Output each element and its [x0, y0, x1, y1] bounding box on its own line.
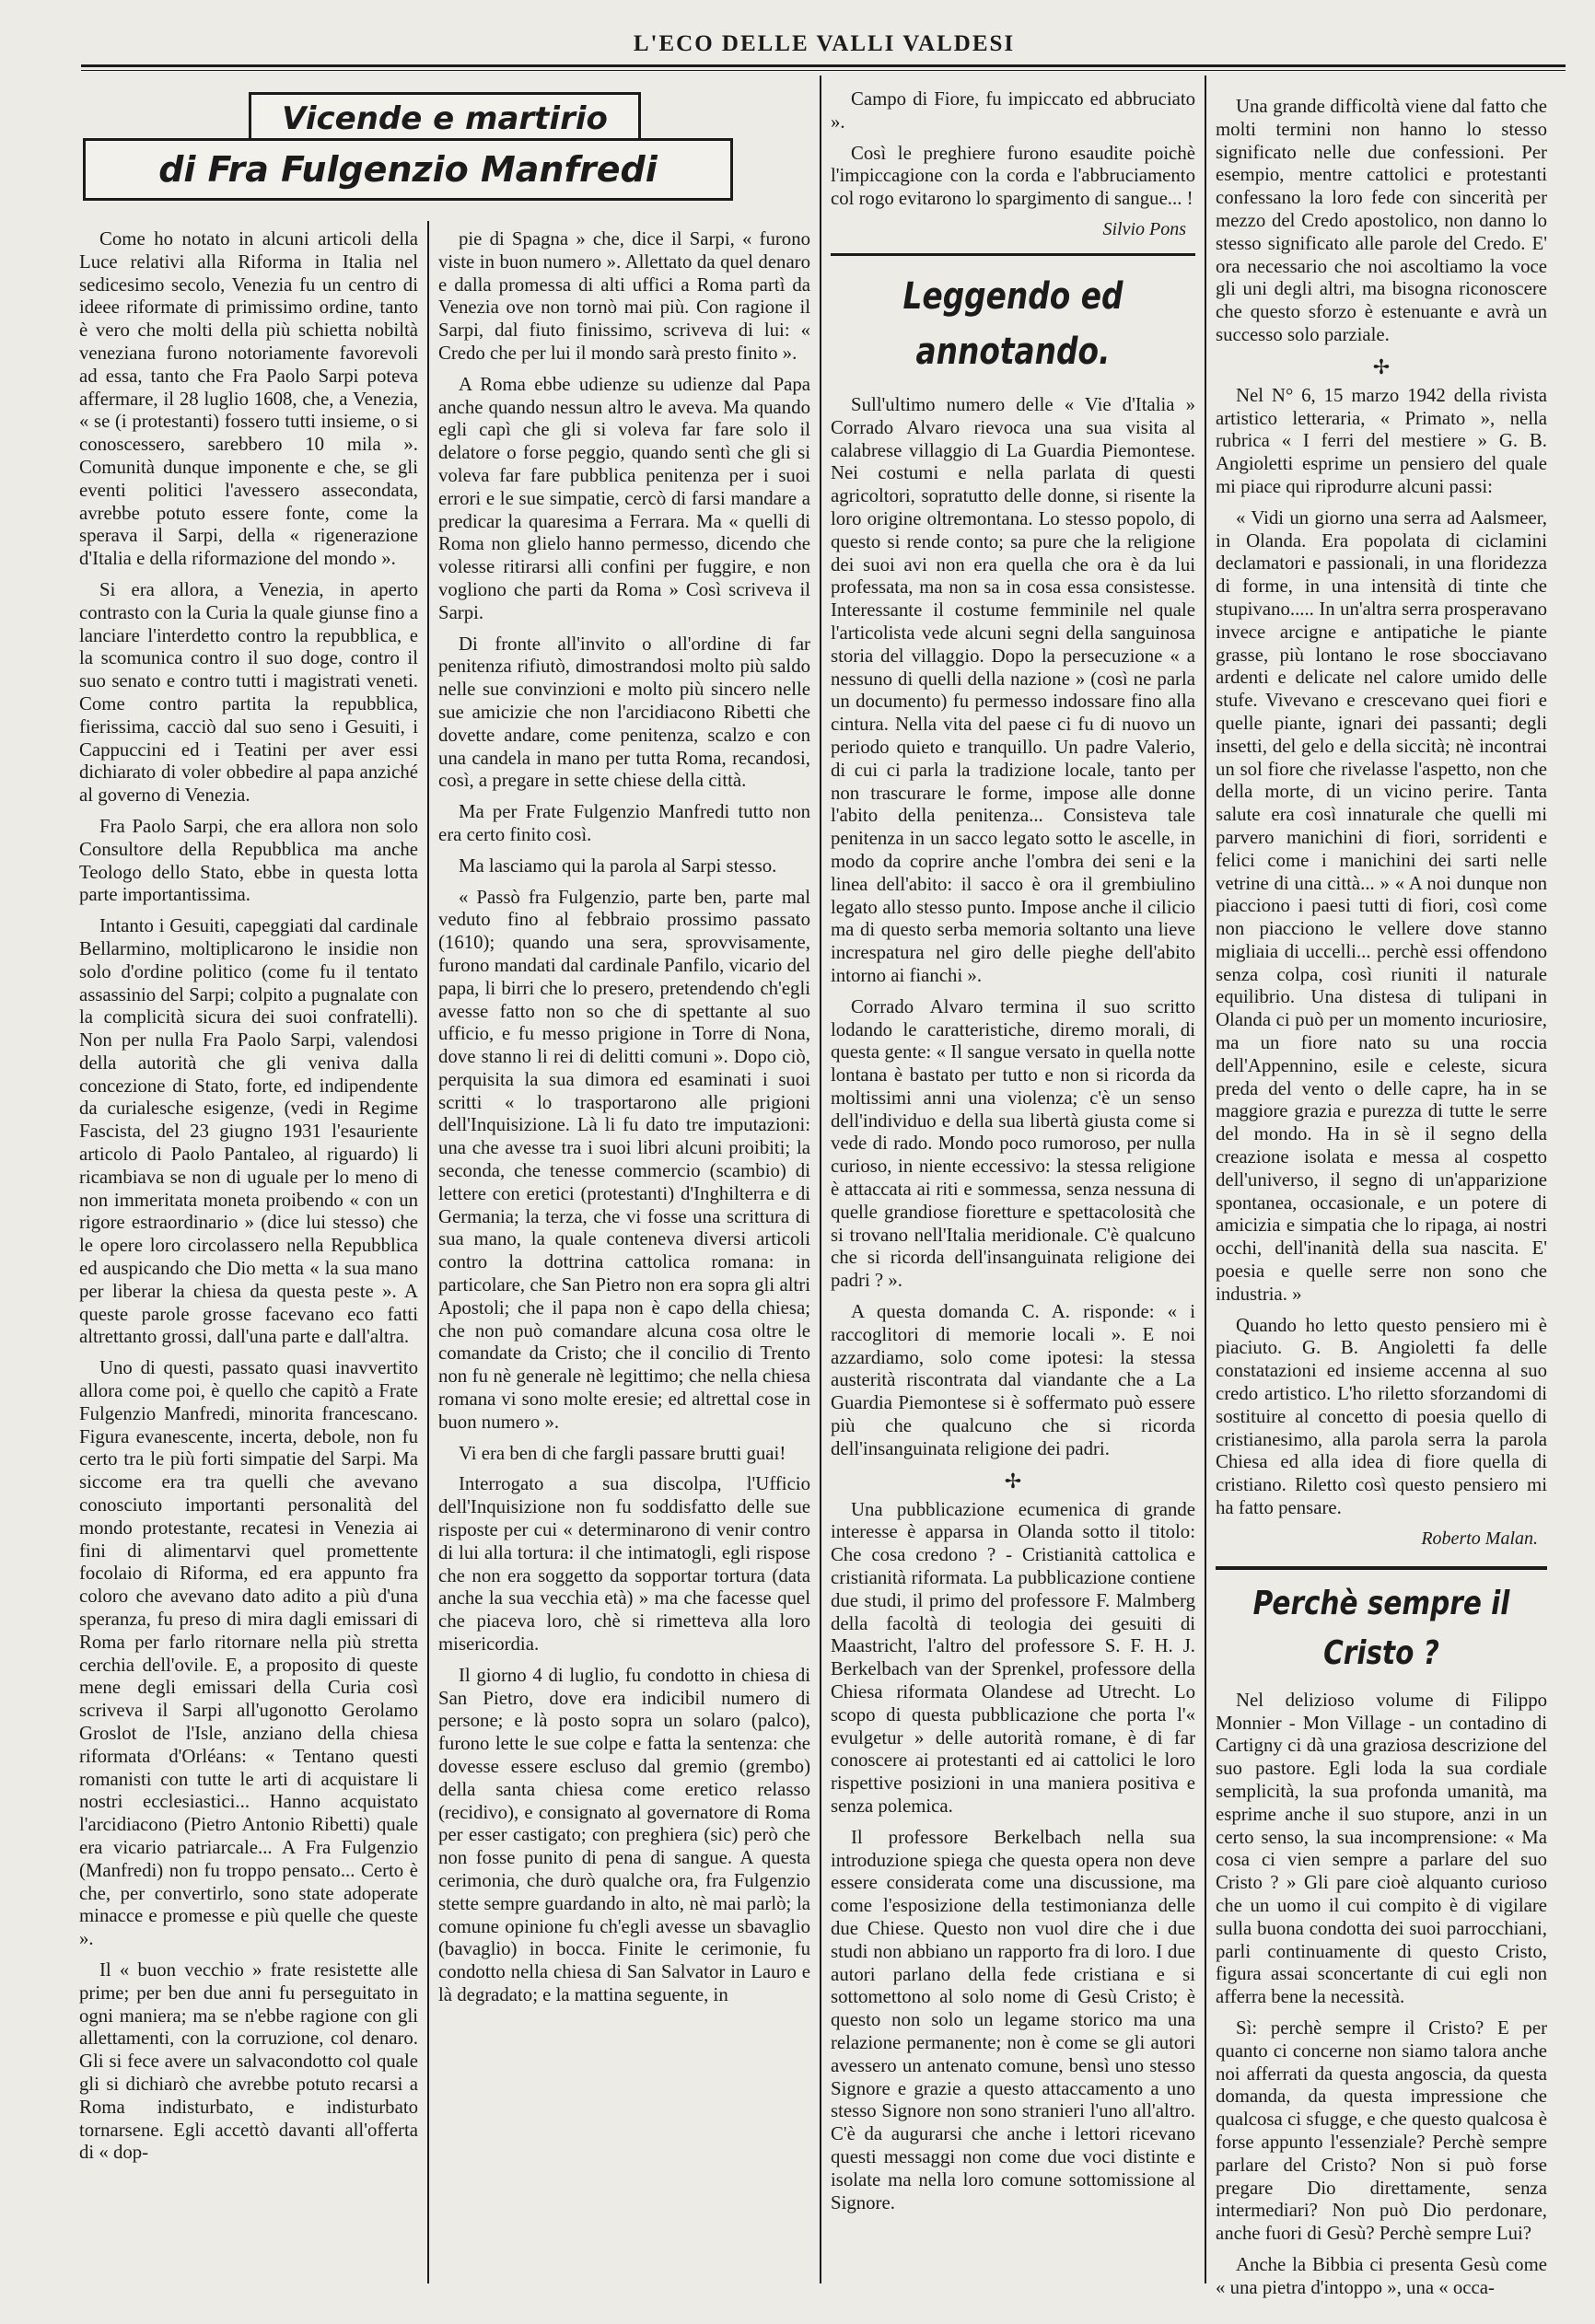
paragraph: Così le preghiere furono esaudite poichè l'impiccagione con la corda e l'abbruciamento col rogo evitarono lo spargimento di sangue... !: [831, 142, 1195, 210]
section-rule: [831, 253, 1195, 256]
paragraph: Ma lasciamo qui la parola al Sarpi stesso.: [459, 854, 777, 877]
paragraph: pie di Spagna » che, dice il Sarpi, « furono viste in buon numero ». Allettato da quel denaro e dalla promessa di alti uffici a Roma partì da Venezia ove non tornò mai più. Con ragione il Sarpi, dal fiuto finissimo, scriveva di lui: « Credo che per lui il mondo sarà presto finito ».: [438, 228, 810, 364]
paragraph: Come ho notato in alcuni articoli della Luce relativi alla Riforma in Italia nel sedicesimo secolo, Venezia fu un centro di ideee riformate di primissimo ordine, tanto è vero che molti della più schietta nobiltà veneziana furono notoriamente favorevoli ad essa, tanto che Fra Paolo Sarpi poteva affermare, il 28 luglio 1608, che, a Venezia, « se (i protestanti) fossero tutti insieme, o si conoscessero, sarebbero 10 mila ». Comunità dunque imponente e che, se gli eventi politici l'avessero assecondata, avrebbe potuto essere fonte, come la sperava il Sarpi, della « rigenerazione d'Italia e della riformazione del mondo ».: [79, 228, 418, 570]
paragraph: Il giorno 4 di luglio, fu condotto in chiesa di San Pietro, dove era indicibil numero di persone; e là posto sopra un solaro (palco), furono lette le sue colpe e fatta la sentenza: che dovesse essere escluso dal gremio (grembo) della santa chiesa come eretico relasso (recidivo), e consignato al governatore di Roma per esser castigato; con preghiera (sic) però che non fosse punito di pena di sangue. A questa cerimonia, che durò qualche ora, fra Fulgenzio stette sempre guardando in alto, nè mai parlò; la comune opinione fu ch'egli avesse un sbavaglio (bavaglio) in bocca. Finite le cerimonie, fu condotto nella chiesa di San Salvator in Lauro e là degradato; e la mattina seguente, in: [438, 1664, 810, 2005]
paragraph: Quando ho letto questo pensiero mi è piaciuto. G. B. Angioletti fa delle constatazioni ed insieme accenna al suo credo artistico. L'ho riletto sforzandomi di sostituire al concetto di poesia quello di cristianesimo, alla parola serra la parola Chiesa ed alla idea di fiore quella di cristiano. Riletto così questo pensiero mi ha fatto pensare.: [1216, 1314, 1547, 1519]
paragraph: Si era allora, a Venezia, in aperto contrasto con la Curia la quale giunse fino a lanciare l'interdetto contro la repubblica, e la scomunica contro il suo doge, contro il suo senato e contro tutti i magistrati veneti. Come contro partita la repubblica, fierissima, cacciò dal suo seno i Gesuiti, i Cappuccini ed i Teatini per aver essi dichiarato di voler obbedire al papa anziché al governo di Venezia.: [79, 578, 418, 807]
paragraph: Vi era ben di che fargli passare brutti guai!: [459, 1442, 786, 1464]
paragraph: Campo di Fiore, fu impiccato ed abbruciato ».: [831, 88, 1195, 133]
paragraph: Interrogato a sua discolpa, l'Ufficio dell'Inquisizione non fu soddisfatto delle sue risposte per cui « determinarono di venir contro di lui alla tortura: il che intimatogli, egli rispose che non era soggetto da sopportar tortura (data anche la sua vecchia età) » ma che facesse quel che piaceva loro, chè si rimetteva alla loro misericordia.: [438, 1473, 810, 1656]
paragraph: A Roma ebbe udienze su udienze dal Papa anche quando nessun altro le aveva. Ma quando egli capì che gli si voleva far fare solo il delatore o forse peggio, quando sentì che gli si voleva far fare pubblica penitenza per i suoi errori e le sue simpatie, cercò di farsi mandare a predicar la quaresima a Ferrara. Ma « quelli di Roma non glielo hanno permesso, dicendo che volesse ritirarsi alli confini per fuggire, e non vogliono che parti da Roma » Così scriveva il Sarpi.: [438, 373, 810, 623]
paragraph: Intanto i Gesuiti, capeggiati dal cardinale Bellarmino, moltiplicarono le insidie non solo d'ordine politico (come fu il tentato assassinio del Sarpi; colpito a pugnalate con la complicità sicura dei suoi confratelli). Non per nulla Fra Paolo Sarpi, valendosi della autorità che gli veniva dalla concezione di Stato, forte, ed indipendente da curialesche esigenze, (vedi in Regime Fascista, del 23 giugno 1931 l'esauriente articolo di Paolo Pantaleo, al riguardo) li ricambiava se non di uguale per lo meno di non immeritata moneta proibendo « con un rigore estraordinario » (dice lui stesso) che le opere loro circolassero nella Repubblica ed auspicando che Dio metta « la sua mano per liberar la chiesa da questa peste ». A queste parole grosse facevano eco fatti altrettanto grossi, dall'una parte e dall'altra.: [79, 915, 418, 1348]
paragraph: Anche la Bibbia ci presenta Gesù come « una pietra d'intoppo », una « occa-: [1216, 2253, 1547, 2298]
masthead: L'ECO DELLE VALLI VALDESI: [633, 31, 1016, 56]
paragraph: « Passò fra Fulgenzio, parte ben, parte mal veduto fino al febbraio prossimo passato (1610); quando una sera, sprovvisamente, furono mandati dal cardinale Panfilo, vicario del papa, li birri che lo presero, pretendendo ch'egli avesse fatto non so che di spettante al suo ufficio, e fu messo prigione in Torre di Nona, dove stanno li rei di delitti comuni ». Dopo ciò, perquisita la sua dimora ed esaminati i suoi scritti « lo trasportarono alle prigioni dell'Inquisizione. Là li fu dato tre imputazioni: una che avesse tra i suoi libri alcuni proibiti; la seconda, che tenesse commercio (scambio) di lettere con eretici (protestanti) d'Inghilterra e di Germania; la terza, che vi fosse una scrittura di sua mano, la quale conteneva diversi articoli contro la dottrina cattolica romana: in particolare, che San Pietro non era sopra gli altri Apostoli; che il papa non è capo della chiesa; che non può comandare alcuna cosa oltre le comandate da Cristo; che il concilio di Trento non fu nè generale nè legittimo; che nella chiesa romana vi sono molte eresie; ed altrettal cose in buon numero ».: [438, 886, 810, 1433]
section-title: Perchè sempre il Cristo ?: [1252, 1584, 1510, 1672]
paragraph: Uno di questi, passato quasi inavvertito allora come poi, è quello che capitò a Frate Fulgenzio Manfredi, minorita francescano. Figura evanescente, incerta, debole, non fu certo tra le più forti simpatie del Sarpi. Ma siccome era tra quelli che avevano conosciuto importanti personalità del mondo protestante, recatesi in Venezia ai fini di alimentarvi quel promettente focolaio di Riforma, ed era appunto fra coloro che avevano dato adito a più d'una speranza, fu preso di mira dagli emissari di Roma per farlo ritornare nella più stretta cerchia dell'ovile. E, a proposito di queste mene degli emissari della Curia così scriveva il Sarpi all'ugonotto Gerolamo Groslot de l'Isle, anziano della chiesa riformata d'Orléans: « Tentano questi romanisti con tutte le arti di acquistare li nostri ecclesiastici... Hanno acquistato l'arcidiacono (Pietro Antonio Ribetti) quale era vicario patriarcale... A Fra Fulgenzio (Manfredi) non fu troppo pensato... Certo è che, per convertirlo, sono state adoperate minacce e promesse e più quelle che queste ».: [79, 1357, 418, 1950]
article-title-line1: Vicende e martirio: [249, 92, 641, 145]
column-1: [79, 228, 418, 2283]
paragraph: A questa domanda C. A. risponde: « i raccoglitori di memorie locali ». E noi azzardiamo, solo come ipotesi: la stessa austerità riscontrata dal viandante che a La Guardia Piemontese si è soffermato può essere più che qualcuno che si ricorda dell'insanguinata religione dei padri.: [831, 1301, 1195, 1459]
paragraph: Nel delizioso volume di Filippo Monnier - Mon Village - un contadino di Cartigny ci dà una graziosa descrizione del suo pastore. Egli loda la sua cordiale semplicità, la sua profonda umanità, ma esprime anche il suo stupore, anzi in un certo senso, la sua incomprensione: « Ma cosa ci vien sempre a parlare del suo Cristo ? » Gli pare cioè alquanto curioso che un uomo il cui compito è di vigilare sulla buona condotta dei suoi parrocchiani, parli continuamente di questo Cristo, figura assai sconcertante di cui egli non afferra bene la necessità.: [1216, 1689, 1547, 2008]
paragraph: Una grande difficoltà viene dal fatto che molti termini non hanno lo stesso significato nelle due confessioni. Per esempio, mentre cattolici e protestanti confessano la loro fede con sincerità per mezzo del Credo apostolico, non danno lo stesso significato alle parole del Credo. E' ora necessario che noi ascoltiamo la voce gli uni degli altri, ma bisogna riconoscere che questo sforzo è estenuante e avrà un successo solo parziale.: [1216, 96, 1547, 345]
paragraph: Ma per Frate Fulgenzio Manfredi tutto non era certo finito così.: [438, 801, 810, 845]
column-rule: [1205, 76, 1206, 2283]
paragraph: Corrado Alvaro termina il suo scritto lodando le caratteristiche, diremo morali, di questa gente: « Il sangue versato in quella notte lontana è bastato per tutto e non si ricorda da moltissimi anni una violenza; c'è un senso dell'individuo e della sua libertà giusta come si vede di rado. Mondo poco rumoroso, per nulla curioso, in niente eccessivo: la stessa religione è attaccata ai riti e sommessa, senza nessuna di quelle grandiose fioretture e spettacolosità che si trovano nell'Italia meridionale. C'è qualcuno che si ricorda dell'insanguinata religione dei padri ? ».: [831, 995, 1195, 1292]
masthead-rule-thin: [81, 70, 1566, 71]
author-signature: Roberto Malan.: [1421, 1528, 1538, 1549]
column-3: [831, 88, 1195, 2283]
paragraph: Sull'ultimo numero delle « Vie d'Italia » Corrado Alvaro rievoca una sua visita al calabrese villaggio di La Guardia Piemontese. Nei costumi e nella parlata di questi agricoltori, sopratutto delle donne, si risente la loro origine oltremontana. Lo stesso popolo, di questo si rende conto; sa pure che la religione dei suoi avi non era quella che ora è da lui professata, ma non sa in cosa essa consistesse. Interessante il costume femminile nel quale l'articolista vede alcuni segni della sanguinosa storia del villaggio. Dopo la persecuzione « a nessuno di quelli della nazione » (così ne parla un documento) fu permesso indossare fino alla cintura. Nella vita del paese ci fu di nuovo un periodo quieto e tranquillo. Un padre Valerio, di cui ci parla la tradizione locale, tanto per non trascurare le forme, impose alle donne l'abito della penitenza... Consisteva tale penitenza in un sacco legato sotto le ascelle, in modo da coprire anche l'ombra dei seni e la linea dell'abito: il sacco è ora il grembiulino legato allo stesso punto. Impose anche il cilicio ma di questo serba memoria soltanto una lieve increspatura nel giro delle pieghe dell'abito intorno ai fianchi ».: [831, 393, 1195, 986]
column-rule: [427, 221, 429, 2283]
paragraph: Nel N° 6, 15 marzo 1942 della rivista artistico letteraria, « Primato », nella rubrica « I ferri del mestiere » G. B. Angioletti esprime un pensiero del quale mi piace qui riprodurre alcuni passi:: [1216, 384, 1547, 497]
author-signature: Silvio Pons: [1102, 218, 1186, 239]
paragraph: Una pubblicazione ecumenica di grande interesse è apparsa in Olanda sotto il titolo: Che cosa credono ? - Cristianità cattolica e cristianità riformata. La pubblicazione contiene due studi, il primo del professore F. Malmberg della facoltà di teologia dei gesuiti di Maastricht, l'altro del professore S. F. H. J. Berkelbach van der Sprenkel, professore della Chiesa riformata Olandese ad Utrecht. Lo scopo di questa pubblicazione che porta l'« evulgetur » delle autorità romane, è di far conoscere ai protestanti ed ai cattolici le loro rispettive posizioni in una maniera positiva e senza polemica.: [831, 1498, 1195, 1817]
paragraph: Il professore Berkelbach nella sua introduzione spiega che questa opera non deve essere considerata come una discussione, ma come l'esposizione della testimonianza delle due Chiese. Questo non vuol dire che i due studi non abbiano un rapporto fra di loro. I due autori parlano della fede cristiana e si sottomettono al solo nome di Gesù Cristo; è questo non solo un legame storico ma una relazione permanente; non è come se gli autori avessero un antenato comune, bensì uno stesso Signore e grazie a questo attaccamento a uno stesso Signore non sono stranieri l'uno all'altro. C'è da augurarsi che anche i lettori ricevano questi messaggi non come due voci distinte e isolate ma nella loro comune sottomissione al Signore.: [831, 1826, 1195, 2214]
column-4: [1216, 96, 1547, 2298]
fleuron-icon: ✢: [1372, 354, 1391, 378]
section-title: Leggendo ed annotando.: [902, 274, 1123, 373]
paragraph: Fra Paolo Sarpi, che era allora non solo Consultore della Repubblica ma anche Teologo dello Stato, ebbe in questa lotta parte importantissima.: [79, 815, 418, 906]
paragraph: Sì: perchè sempre il Cristo? E per quanto ci concerne non siamo talora anche noi afferrati da questa angoscia, da questa domanda, da questa impressione che qualcosa ci sfugge, e che questo qualcosa è forse appunto l'essenziale? Perchè sempre parlare del Cristo? Non si può forse pregare Dio direttamente, senza intermediari? Non può Dio perdonare, anche fuori di Gesù? Perchè sempre Lui?: [1216, 2016, 1547, 2245]
paragraph: Di fronte all'invito o all'ordine di far penitenza rifiutò, dimostrandosi molto più saldo nelle sue convinzioni e molto più sincero nelle sue amicizie che non l'arcidiacono Ribetti che dovette andare, come penitenza, scalzo e con una candela in mano per tutta Roma, recandosi, così, a pregare in sette chiese della città.: [438, 633, 810, 792]
masthead-rule: [81, 64, 1566, 67]
paragraph: « Vidi un giorno una serra ad Aalsmeer, in Olanda. Era popolata di ciclamini declamatori e passionali, in una floridezza di forme, in una intensità di tinte che stupivano..... In un'altra serra prosperavano invece arcigne e antipatiche le piante grasse, più lontano le rose sbocciavano ardenti e delicate nel calore umido delle stufe. Vivevano e crescevano quei fiori e quelle piante, ignari dei passanti; degli insetti, del gelo e della siccità; nè incontrai un sol fiore che rivelasse l'aspetto, non che della morte, di un vicino perire. Tanta salute era così innaturale che quelli mi parvero manichini di fiori, sorridenti e felici come i manichini dei sarti nelle vetrine di una città... » « A noi dunque non piacciono i paesi tutti di fiori, così come non piacciono le vellere dove stanno migliaia di uccelli... perchè essi offendono senza colpa, così riuniti il naturale equilibrio. Una distesa di tulipani in Olanda ci può per un momento incuriosire, ma un fiore nato su una roccia dell'Appennino, esile e celeste, sicura preda del vento o delle capre, ha in se maggiore grazia e purezza di tutte le serre del mondo. Ha in sè il segno della creazione isolata e messa al cospetto dell'universo, il segno di un'apparizione spontanea, occasionale, e un potere di amicizia e simpatia che lo ripaga, ai nostri occhi, dell'inanità della sua nascita. E' poesia e quelle serre non sono che industria. »: [1216, 506, 1547, 1305]
fleuron-icon: ✢: [1004, 1469, 1022, 1493]
column-2: [438, 228, 810, 2283]
article-title-line2: di Fra Fulgenzio Manfredi: [83, 138, 733, 201]
section-rule: [1216, 1566, 1547, 1570]
paragraph: Il « buon vecchio » frate resistette alle prime; per ben due anni fu perseguitato in ogni maniera; ma se n'ebbe ragione con gli allettamenti, con la corruzione, col denaro. Gli si fece avere un salvacondotto col quale gli si dichiarò che avrebbe potuto recarsi a Roma indisturbato, e indisturbato tornarsene. Egli accettò davanti all'offerta di « dop-: [79, 1958, 418, 2164]
column-rule: [820, 76, 821, 2283]
